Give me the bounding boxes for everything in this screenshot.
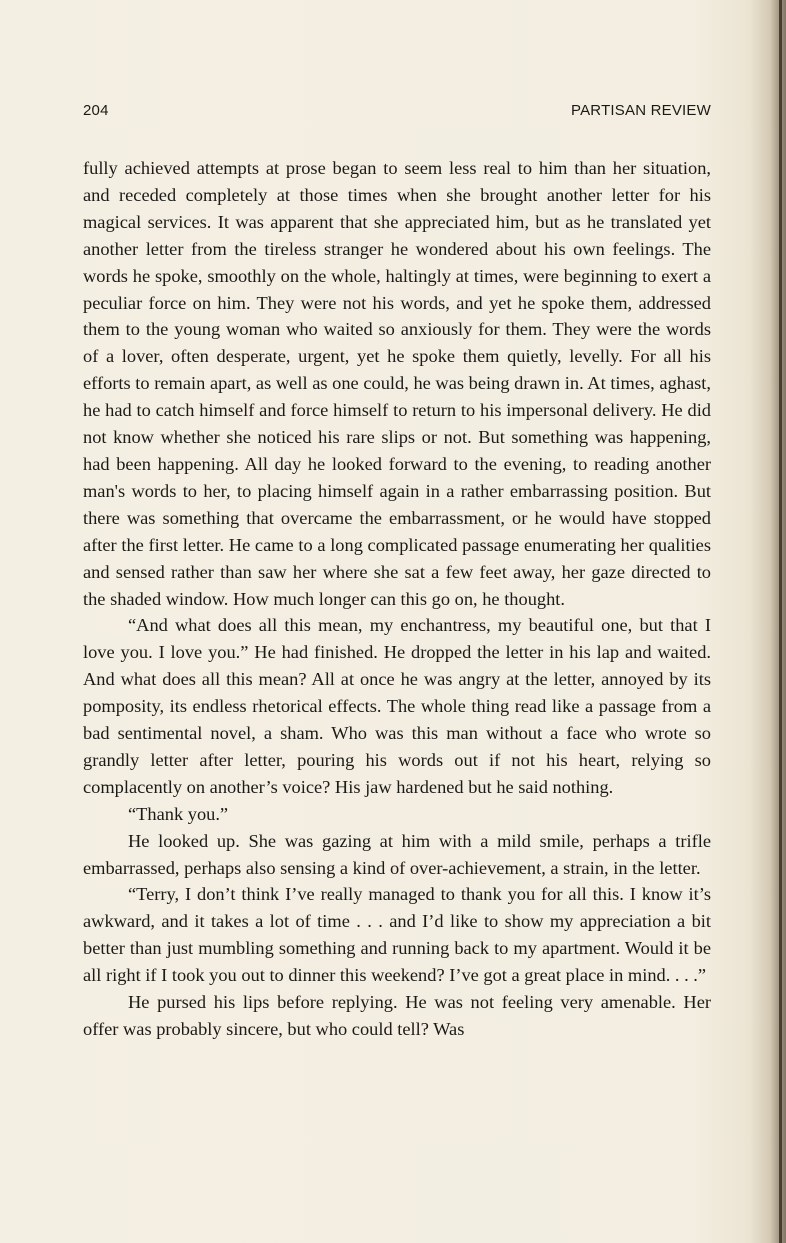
paragraph: He pursed his lips before replying. He was not feeling very amenable. Her offer was probably sincere, but who could tell? Was xyxy=(83,992,711,1039)
page-edge xyxy=(779,0,782,1243)
paragraph: “Thank you.” xyxy=(128,803,229,824)
paragraph: He looked up. She was gazing at him with a mild smile, perhaps a trifle embarrassed, perhaps also sensing a kind of over-achievement, a strain, in the letter. xyxy=(83,830,711,878)
page-number: 204 xyxy=(83,102,109,119)
body-text xyxy=(83,155,711,1043)
running-head: PARTISAN REVIEW xyxy=(571,102,711,119)
page-header xyxy=(83,102,711,124)
paragraph: “And what does all this mean, my enchantress, my beautiful one, but that I love you. I love you.” He had finished. He dropped the letter in his lap and waited. And what does all this mean? All at once he was angry at the letter, annoyed by its pomposity, its endless rhetorical effects. The whole thing read like a passage from a bad sentimental novel, a sham. Who was this man without a face who wrote so grandly letter after letter, pouring his words out if not his heart, relying so complacently on another’s voice? His jaw hardened but he said nothing. xyxy=(83,615,711,797)
paragraph: “Terry, I don’t think I’ve really managed to thank you for all this. I know it’s awkward, and it takes a lot of time . . . and I’d like to show my appreciation a bit better than just mumbling something and running back to my apartment. Would it be all right if I took you out to dinner this weekend? I’ve got a great place in mind. . . .” xyxy=(83,884,711,986)
paragraph: fully achieved attempts at prose began to seem less real to him than her situation, and receded completely at those times when she brought another letter for his magical services. It was apparent that she appreciated him, but as he translated yet another letter from the tireless stranger he wondered about his own feelings. The words he spoke, smoothly on the whole, haltingly at times, were beginning to exert a peculiar force on him. They were not his words, and yet he spoke them, addressed them to the young woman who waited so anxiously for them. They were the words of a lover, often desperate, urgent, yet he spoke them quietly, levelly. For all his efforts to remain apart, as well as one could, he was being drawn in. At times, aghast, he had to catch himself and force himself to return to his impersonal delivery. He did not know whether she noticed his rare slips or not. But something was happening, had been happening. All day he looked forward to the evening, to reading another man's words to her, to placing himself again in a rather embarrassing position. But there was something that overcame the embarrassment, or he would have stopped after the first letter. He came to a long complicated passage enumerating her qualities and sensed rather than saw her where she sat a few feet away, her gaze directed to the shaded window. How much longer can this go on, he thought. xyxy=(83,158,711,609)
